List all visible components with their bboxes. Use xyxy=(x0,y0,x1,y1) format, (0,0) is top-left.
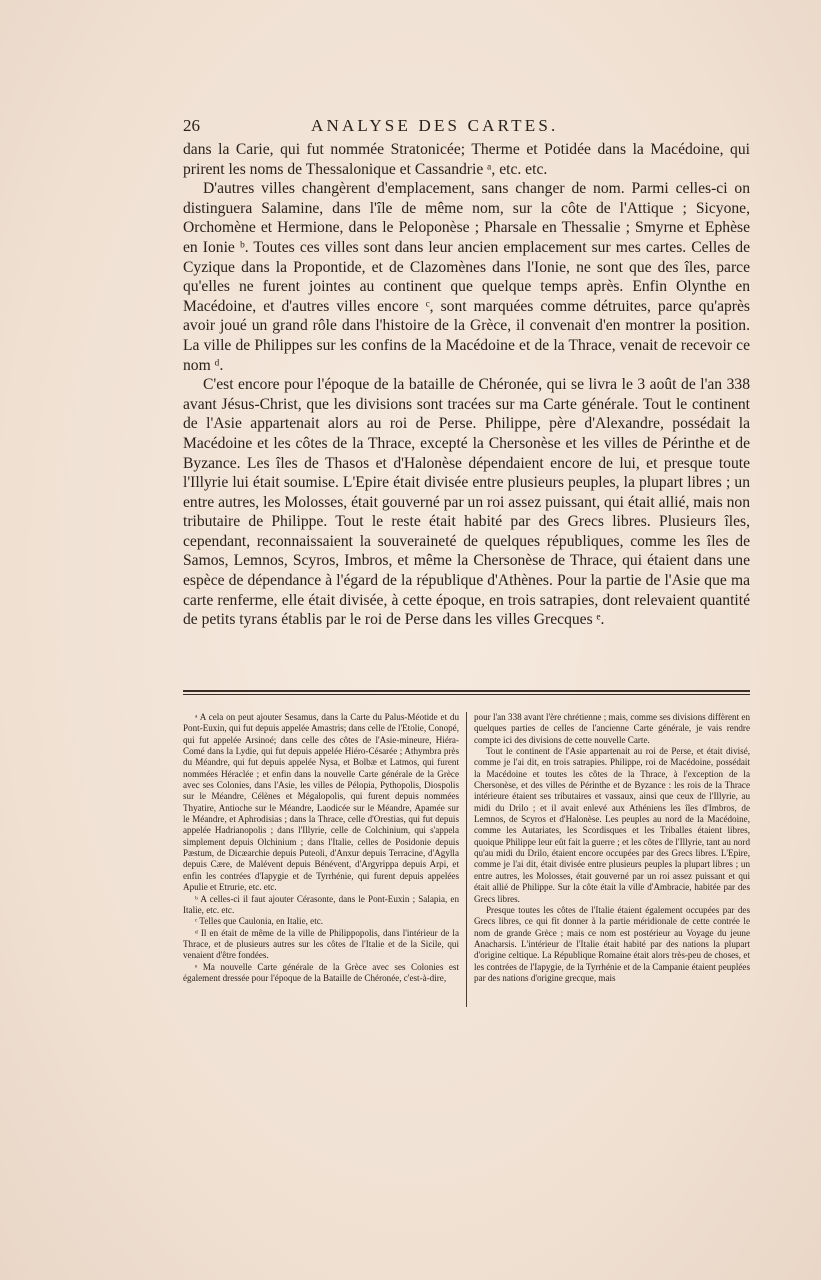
footnote: ᵇ A celles-ci il faut ajouter Cérasonte, dans le Pont-Euxin ; Salapia, en Italie, etc. etc. xyxy=(183,893,459,915)
footnote: Presque toutes les côtes de l'Italie étaient également occupées par des Grecs libres, ce qui fit donner à la partie méridionale de cette contrée le nom de grande Grèce ; mais ce nom est postérieur au Voyage du jeune Anacharsis. L'intérieur de l'Italie était habité par des nations la plupart d'origine celtique. La République Romaine était alors très-peu de choses, et les contrées de l'Iapygie, de la Tyrrhénie et de la Campanie étaient peuplées par des nations d'origine grecque, mais xyxy=(474,904,750,983)
footnote: Tout le continent de l'Asie appartenait au roi de Perse, et était divisé, comme je l'ai dit, en trois satrapies. Philippe, roi de Macédoine, possédait la Macédoine et toutes les côtes de la Thrace, à l'exception de la Chersonèse, et des villes de Périnthe et de Byzance : les rois de la Thrace intérieure étaient ses tributaires et vassaux, ainsi que ceux de l'Illyrie, au midi du Drilo ; et il avait enlevé aux Athéniens les îles d'Imbros, de Lemnos, de Scyros et d'Halonèse. Les peuples au nord de la Macédoine, comme les Autariates, les Scordisques et les Triballes étaient libres, quoique Philippe leur eût fait la guerre ; et les côtes de l'Illyrie, tant au nord qu'au midi du Drilo, étaient encore occupées par des Grecs libres. L'Epire, comme je l'ai dit, était divisée entre plusieurs peuples la plupart libres ; un entre autres, les Molosses, était gouverné par un roi assez puissant et qui était allié de Philippe. Sur la côte était la ville d'Ambracie, habitée par des Grecs libres. xyxy=(474,746,750,904)
footnote: ᵈ Il en était de même de la ville de Philippopolis, dans l'intérieur de la Thrace, et de plusieurs autres sur les côtes de l'Italie et de la Sicile, qui venaient d'être fondées. xyxy=(183,927,459,961)
footnote: ᵃ A cela on peut ajouter Sesamus, dans la Carte du Palus-Méotide et du Pont-Euxin, qui fut depuis appelée Amastris; dans celle de l'Etolie, Conopé, qui fut appelée Arsinoé; dans celle des côtes de l'Asie-mineure, Hiéra-Comé dans la Lydie, qui fut depuis appelée Hiéro-Césarée ; Athymbra près du Méandre, qui fut depuis appelée Nysa, et Bolbæ et Latmos, qui furent nommées Héraclée ; et enfin dans la nouvelle Carte générale de la Grèce avec ses Colonies, dans l'Asie, les villes de Pélopia, Pythopolis, Diospolis sur le Méandre, Célènes et Mégalopolis, qui furent depuis nommées Thyatire, Antioche sur le Méandre, Laodicée sur le Méandre, Apamée sur le Méandre, et Aphrodisias ; dans la Thrace, celle d'Orestias, qui fut depuis appelée Hadrianopolis ; dans l'Illyrie, celle de Colchinium, qui s'appela simplement depuis Olchinium ; dans l'Italie, celles de Posidonie depuis Pæstum, de Dicæarchie depuis Puteoli, d'Anxur depuis Terracine, d'Agylla depuis Cære, de Malévent depuis Bénévent, d'Argyrippa depuis Arpi, et enfin les contrées d'Iapygie et de Tyrrhénie, qui furent depuis appelées Apulie et Etrurie, etc. etc. xyxy=(183,712,459,893)
paragraph: C'est encore pour l'époque de la bataille de Chéronée, qui se livra le 3 août de l'an 338 avant Jésus-Christ, que les divisions sont tracées sur ma Carte générale. Tout le continent de l'Asie appartenait alors au roi de Perse. Philippe, père d'Alexandre, possédait la Macédoine et les côtes de la Thrace, excepté la Chersonèse et les villes de Périnthe et de Byzance. Les îles de Thasos et d'Halonèse dépendaient encore de lui, et presque toute l'Illyrie lui était soumise. L'Epire était divisée entre plusieurs peuples, la plupart libres ; un entre autres, les Molosses, était gouverné par un roi assez puissant, qui était allié, mais non tributaire de Philippe. Tout le reste était habité par des Grecs libres. Plusieurs îles, cependant, reconnaissaient la souveraineté de quelques républiques, comme les îles de Samos, Lemnos, Scyros, Imbros, et même la Chersonèse de Thrace, qui étaient dans une espèce de dépendance à l'égard de la république d'Athènes. Pour la partie de l'Asie que ma carte renferme, elle était divisée, à cette époque, en trois satrapies, dont relevaient quantité de petits tyrans établis par le roi de Perse dans les villes Grecques ᵉ. xyxy=(183,376,750,629)
paragraph: D'autres villes changèrent d'emplacement, sans changer de nom. Parmi celles-ci on distinguera Salamine, dans l'île de même nom, sur la côte de l'Attique ; Sicyone, Orchomène et Hermione, dans le Peloponèse ; Pharsale en Thessalie ; Smyrne et Ephèse en Ionie ᵇ. Toutes ces villes sont dans leur ancien emplacement sur mes cartes. Celles de Cyzique dans la Propontide, et de Clazomènes dans l'Ionie, ne sont que des îles, parce qu'elles ne furent jointes au continent que quelque temps après. Enfin Olynthe en Macédoine, et d'autres villes encore ᶜ, sont marquées comme détruites, parce qu'après avoir joué un grand rôle dans l'histoire de la Grèce, il convenait d'en montrer la position. La ville de Philippes sur les confins de la Macédoine et de la Thrace, venait de recevoir ce nom ᵈ. xyxy=(183,180,750,374)
paragraph: dans la Carie, qui fut nommée Stratonicée; Therme et Potidée dans la Macédoine, qui prirent les noms de Thessalonique et Cassandrie ᵃ, etc. etc. xyxy=(183,141,750,178)
main-text xyxy=(183,140,750,630)
footnote-column-right xyxy=(474,712,750,1007)
footnote: ᶜ Telles que Caulonia, en Italie, etc. xyxy=(195,916,324,927)
running-title: ANALYSE DES CARTES. xyxy=(311,116,559,135)
footnotes xyxy=(183,712,750,1007)
footnote: pour l'an 338 avant l'ère chrétienne ; mais, comme ses divisions diffèrent en quelques parties de celles de l'ancienne Carte générale, je vais rendre compte ici des divisions de cette nouvelle Carte. xyxy=(474,712,750,745)
footnote-separator-rule xyxy=(183,690,750,695)
page-header xyxy=(183,116,748,136)
page-number: 26 xyxy=(183,116,200,135)
footnote: ᵉ Ma nouvelle Carte générale de la Grèce avec ses Colonies est également dressée pour l'époque de la Bataille de Chéronée, c'est-à-dire, xyxy=(183,961,459,983)
column-divider xyxy=(466,712,467,1007)
footnote-column-left xyxy=(183,712,459,1007)
